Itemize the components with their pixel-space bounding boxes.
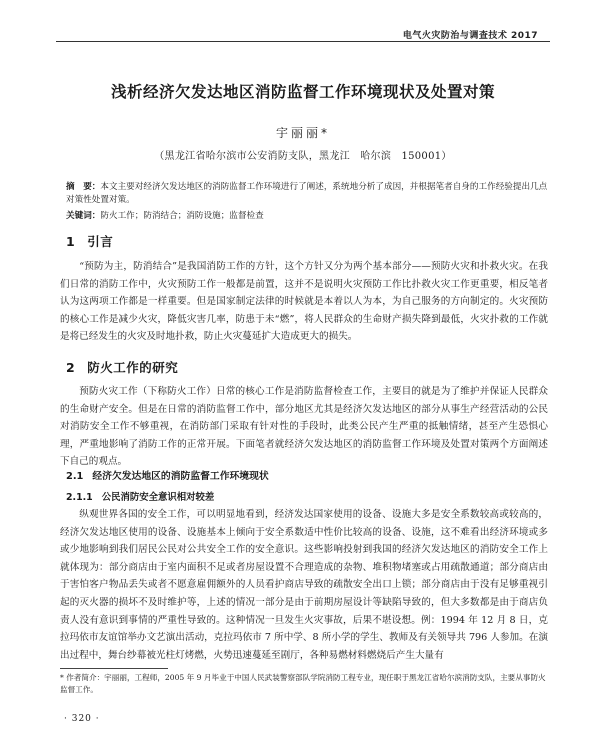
- author-footnote: * 作者简介：宇丽丽，工程师，2005 年 9 月毕业于中国人民武装警察部队学院消防工程专业，现任职于黑龙江省哈尔滨消防支队，主要从事防火监督工作。: [60, 673, 546, 694]
- subsection-title: 经济欠发达地区的消防监督工作环境现状: [92, 471, 269, 482]
- author-affiliation: （黑龙江省哈尔滨市公安消防支队，黑龙江 哈尔滨 150001）: [154, 151, 452, 162]
- subsubsection-heading-2-1-1: [66, 489, 214, 503]
- page-number: · 320 ·: [64, 714, 100, 724]
- subsection-heading-2-1: [66, 468, 269, 482]
- subsubsection-title: 公民消防安全意识相对较差: [101, 492, 215, 503]
- section-body-introduction: [60, 258, 548, 346]
- abstract-label: 摘 要：: [66, 182, 101, 192]
- keywords: [66, 209, 550, 221]
- section-heading-fire-prevention: [66, 358, 178, 376]
- section-heading-introduction: [66, 232, 113, 250]
- abstract-text: 本文主要对经济欠发达地区的消防监督工作环境进行了阐述，系统地分析了成因，并根据笔者自身的工作经验提出几点对策性处置对策。: [66, 182, 548, 205]
- section-title: 引言: [87, 234, 114, 249]
- paragraph: 纵观世界各国的安全工作，可以明显地看到，经济发达国家使用的设备、设施大多是安全系数较高或较高的，经济欠发达地区使用的设备、设施基本上倾向于安全系数适中性价比较高的设备、设施，这不难看出经济环境或多或少地影响到我们居民公民对公共安全工作的安全意识。这些影响投射到我国的经济欠发达地区的消防安全工作上就体现为：部分商店由于室内面积不足或者房屋设置不合理造成的杂物、堆积物堵塞或占用疏散通道；部分商店由于害怕客户物品丢失或者不愿意雇佣额外的人员看护商店导致的疏散安全出口上锁；部分商店由于没有足够重视引起的灭火器的损坏不及时维护等，上述的情况一部分是由于前期房屋设计等缺陷导致的，但大多数都是由于商店负责人没有意识到事情的严重性导致的。这种情况一旦发生火灾事故，后果不堪设想。例：1994 年 12 月 8 日，克拉玛依市友谊馆举办文艺演出活动，克拉玛依市 7 所中学、8 所小学的学生、教师及有关领导共 796 人参加。在演出过程中，舞台纱幕被光柱灯烤燃，火势迅速蔓延至剧厅，各种易燃材料燃烧后产生大量有: [60, 509, 548, 661]
- section-number: 1: [66, 234, 76, 249]
- running-header: 电气火灾防治与调查技术 2017: [402, 31, 538, 41]
- section-body-fire-prevention: [60, 383, 548, 471]
- paragraph: “预防为主，防消结合”是我国消防工作的方针，这个方针又分为两个基本部分——预防火灾和扑救火灾。在我们日常的消防工作中，火灾预防工作一般都是前置，这并不是说明火灾预防工作比扑救火灾工作更重要，相反笔者认为这两项工作都是一样重要。但是国家制定法律的时候就是本着以人为本，为自己服务的方向制定的。火灾预防的核心工作是减少火灾，降低灾害几率，防患于未“燃”，将人民群众的生命财产损失降到最低，火灾扑救的工作就是将已经发生的火灾及时地扑救，防止火灾蔓延扩大造成更大的损失。: [60, 261, 548, 343]
- subsubsection-body-2-1-1: [60, 506, 548, 664]
- abstract: [66, 181, 550, 206]
- section-title: 防火工作的研究: [87, 360, 179, 375]
- subsection-number: 2.1: [66, 471, 84, 482]
- article-title: 浅析经济欠发达地区消防监督工作环境现状及处置对策: [110, 83, 495, 101]
- article-author: 宇丽丽*: [275, 126, 330, 140]
- header-rule: [56, 41, 550, 42]
- footnote-rule: [60, 668, 168, 669]
- keywords-text: 防火工作；防消结合；消防设施；监督检查: [100, 211, 264, 221]
- paragraph: 预防火灾工作（下称防火工作）日常的核心工作是消防监督检查工作，主要目的就是为了维护并保证人民群众的生命财产安全。但是在日常的消防监督工作中，部分地区尤其是经济欠发达地区的部分从事生产经营活动的公民对消防安全工作不够重视，在消防部门采取有针对性的手段时，此类公民产生严重的抵触情绪，甚至产生恐惧心理，严重地影响了消防工作的正常开展。下面笔者就经济欠发达地区的消防监督工作环境及处置对策两个方面阐述下自己的观点。: [60, 386, 548, 468]
- section-number: 2: [66, 360, 76, 375]
- subsubsection-number: 2.1.1: [66, 492, 93, 503]
- keywords-label: 关键词：: [66, 211, 101, 221]
